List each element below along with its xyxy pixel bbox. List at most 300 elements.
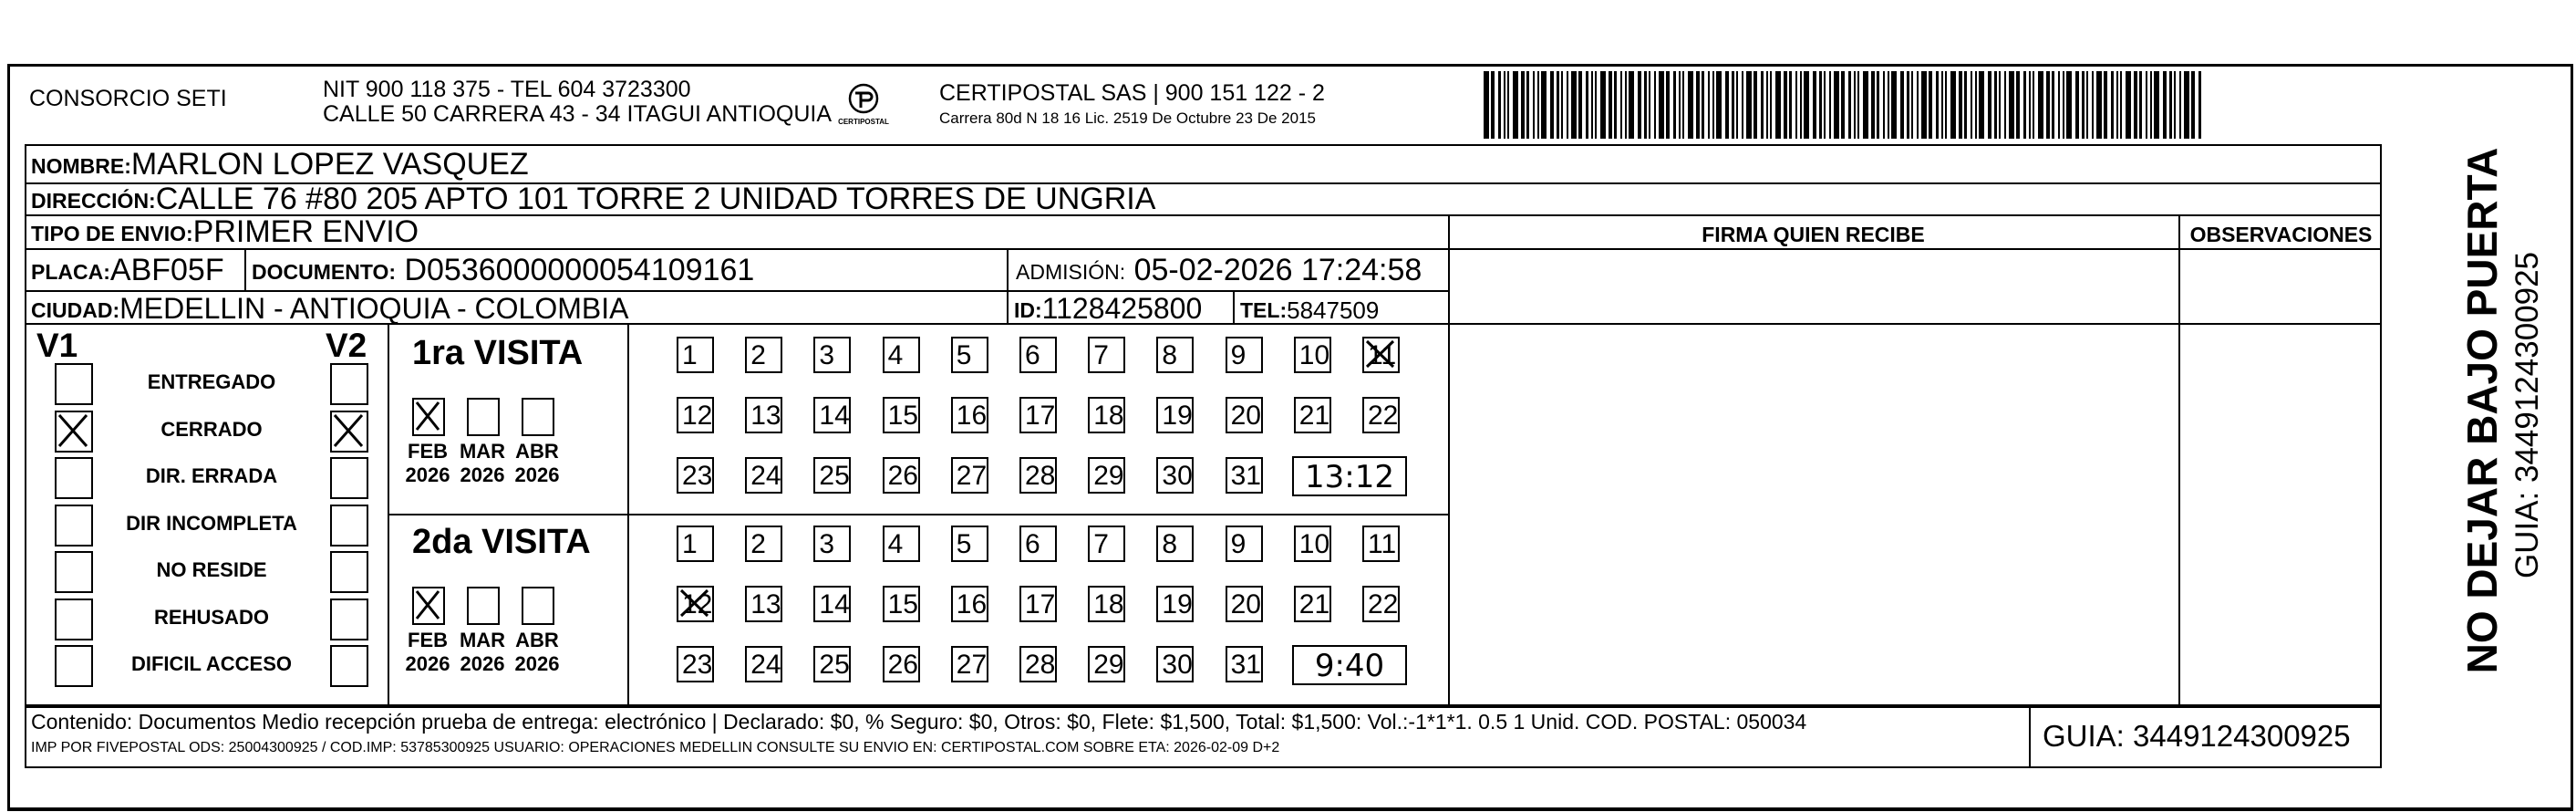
barcode-bar	[1702, 71, 1704, 139]
day-number: 22	[1368, 589, 1399, 619]
v1-checkbox[interactable]	[55, 457, 93, 499]
barcode-bar	[2075, 71, 2079, 139]
v1-checkbox[interactable]	[55, 599, 93, 640]
day-number: 15	[887, 401, 918, 431]
barcode-bar	[1688, 71, 1693, 139]
month-year: 2026	[514, 652, 560, 675]
month-checkbox[interactable]	[522, 587, 554, 625]
barcode-bar	[1644, 71, 1647, 139]
day-box[interactable]	[1156, 457, 1194, 494]
barcode-bar	[2163, 71, 2167, 139]
day-box[interactable]	[1019, 397, 1057, 433]
barcode-bar	[1775, 71, 1781, 139]
barcode-bar	[1871, 71, 1875, 139]
day-box[interactable]	[1362, 337, 1400, 373]
barcode-bar	[2174, 71, 2176, 139]
v2-checkbox[interactable]	[330, 363, 368, 405]
day-box[interactable]	[1156, 397, 1194, 433]
barcode-bar	[2169, 71, 2172, 139]
day-box[interactable]	[745, 586, 782, 622]
day-number: 13	[750, 589, 781, 619]
day-box[interactable]	[883, 646, 920, 682]
barcode-bar	[1550, 71, 1554, 139]
day-box[interactable]	[677, 337, 714, 373]
id-value: 1128425800	[1041, 292, 1203, 325]
day-box[interactable]	[951, 586, 988, 622]
status-label: NO RESIDE	[156, 558, 267, 581]
day-number: 14	[819, 401, 850, 431]
day-box[interactable]	[677, 457, 714, 494]
barcode-bar	[1921, 71, 1927, 139]
barcode-bar	[1716, 71, 1722, 139]
day-number: 4	[887, 529, 904, 559]
day-box[interactable]	[1019, 526, 1057, 562]
visit-time: 9:40	[1292, 645, 1407, 685]
day-number: 27	[956, 650, 988, 680]
barcode-bar	[1638, 71, 1641, 139]
barcode-bar	[1979, 71, 1984, 139]
v2-checkbox[interactable]	[330, 505, 368, 547]
day-number: 12	[682, 401, 713, 431]
day-box[interactable]	[677, 397, 714, 433]
day-box[interactable]	[1088, 397, 1125, 433]
barcode-bar	[1950, 71, 1956, 139]
barcode-bar	[1659, 71, 1664, 139]
day-box[interactable]	[1156, 586, 1194, 622]
barcode-bar	[2179, 71, 2181, 139]
day-number: 30	[1162, 461, 1193, 491]
barcode-bar	[2086, 71, 2088, 139]
license-line: Carrera 80d N 18 16 Lic. 2519 De Octubre 23 De 2015	[939, 109, 1316, 127]
barcode-bar	[2038, 71, 2043, 139]
barcode-bar	[1854, 71, 1856, 139]
day-number: 6	[1025, 340, 1040, 370]
day-box[interactable]	[1019, 586, 1057, 622]
month-checkbox[interactable]	[467, 587, 500, 625]
company-name: CONSORCIO SETI	[29, 86, 227, 111]
day-box[interactable]	[813, 457, 851, 494]
v2-label: V2	[326, 327, 367, 364]
barcode-bar	[2023, 71, 2026, 139]
barcode-bar	[1541, 71, 1547, 139]
day-number: 2	[750, 529, 766, 559]
barcode-bar	[1754, 71, 1757, 139]
admision-value: 05-02-2026 17:24:58	[1133, 253, 1422, 287]
barcode-bar	[1484, 71, 1489, 139]
day-number: 31	[1230, 650, 1261, 680]
barcode-bar	[1789, 71, 1792, 139]
day-number: 26	[887, 461, 918, 491]
day-box[interactable]	[1226, 397, 1263, 433]
day-box[interactable]	[813, 397, 851, 433]
ciudad-row: CIUDAD:MEDELLIN - ANTIOQUIA - COLOMBIA	[31, 292, 629, 325]
day-box[interactable]	[1226, 457, 1263, 494]
day-box[interactable]	[1226, 526, 1263, 562]
day-number: 3	[819, 340, 835, 370]
day-box[interactable]	[745, 337, 782, 373]
barcode-bar	[2066, 71, 2072, 139]
check-x-icon	[414, 588, 443, 623]
day-box[interactable]	[1226, 337, 1263, 373]
barcode-bar	[1834, 71, 1839, 139]
day-number: 29	[1093, 461, 1124, 491]
barcode-bar	[1557, 71, 1559, 139]
documento-row: DOCUMENTO: D0536000000054109161	[252, 253, 755, 287]
status-label: ENTREGADO	[147, 370, 276, 393]
barcode-bar	[1795, 71, 1797, 139]
barcode-bar	[1600, 71, 1606, 139]
barcode-bar	[1888, 71, 1889, 139]
v1-checkbox[interactable]	[55, 505, 93, 547]
barcode-bar	[2063, 71, 2064, 139]
check-x-icon	[678, 588, 712, 620]
barcode-bar	[1742, 71, 1743, 139]
barcode-bar	[2016, 71, 2020, 139]
v1-checkbox[interactable]	[55, 551, 93, 593]
v2-checkbox[interactable]	[330, 551, 368, 593]
day-box[interactable]	[1362, 586, 1400, 622]
barcode-bar	[1824, 71, 1826, 139]
day-number: 17	[1025, 589, 1056, 619]
logo-caption: CERTIPOSTAL	[838, 118, 889, 126]
month-name: ABR	[515, 440, 559, 463]
day-number: 8	[1162, 340, 1178, 370]
day-number: 12	[682, 589, 713, 619]
day-number: 9	[1230, 529, 1247, 559]
day-number: 3	[819, 529, 835, 559]
barcode-bar	[2046, 71, 2050, 139]
day-number: 23	[682, 461, 713, 491]
barcode-bar	[1891, 71, 1897, 139]
barcode-bar	[1883, 71, 1885, 139]
day-box[interactable]	[813, 337, 851, 373]
barcode-bar	[1911, 71, 1913, 139]
v2-checkbox[interactable]	[330, 645, 368, 687]
barcode-bar	[1533, 71, 1535, 139]
day-box[interactable]	[1362, 526, 1400, 562]
day-box[interactable]	[813, 586, 851, 622]
day-number: 5	[956, 340, 972, 370]
barcode-bar	[1900, 71, 1904, 139]
day-box[interactable]	[677, 526, 714, 562]
day-number: 11	[1368, 340, 1397, 370]
tipo-envio-row: TIPO DE ENVIO:PRIMER ENVIO	[31, 214, 419, 249]
month-year: 2026	[405, 652, 450, 675]
barcode-bar	[2154, 71, 2159, 139]
month-year: 2026	[514, 463, 560, 486]
day-box[interactable]	[677, 646, 714, 682]
nombre-value: MARLON LOPEZ VASQUEZ	[130, 147, 529, 182]
nombre-row: NOMBRE:MARLON LOPEZ VASQUEZ	[31, 147, 529, 182]
barcode-bar	[1857, 71, 1859, 139]
barcode-bar	[1725, 71, 1729, 139]
barcode-bar	[1625, 71, 1627, 139]
barcode-bar	[1813, 71, 1816, 139]
day-number: 13	[750, 401, 781, 431]
barcode-bar	[1614, 71, 1617, 139]
address-line: CALLE 50 CARRERA 43 - 34 ITAGUI ANTIOQUIA	[323, 101, 833, 127]
v2-checkbox[interactable]	[330, 599, 368, 640]
barcode-bar	[1829, 71, 1831, 139]
barcode-bar	[1746, 71, 1752, 139]
barcode-bar	[1800, 71, 1802, 139]
barcode-bar	[2104, 71, 2107, 139]
day-box[interactable]	[883, 526, 920, 562]
barcode-bar	[2184, 71, 2189, 139]
barcode-bar	[2082, 71, 2085, 139]
day-box[interactable]	[1226, 586, 1263, 622]
day-box[interactable]	[1088, 337, 1125, 373]
check-x-icon	[332, 412, 367, 451]
barcode-bar	[1507, 71, 1509, 139]
barcode-bar	[1732, 71, 1734, 139]
v1-checkbox[interactable]	[55, 645, 93, 687]
month-name: MAR	[459, 440, 506, 463]
barcode-bar	[1917, 71, 1919, 139]
day-box[interactable]	[813, 646, 851, 682]
barcode-bar	[1567, 71, 1568, 139]
barcode-bar	[1770, 71, 1772, 139]
day-number: 18	[1093, 401, 1124, 431]
placa-row: PLACA:ABF05F	[31, 253, 224, 287]
barcode-bar	[1537, 71, 1539, 139]
day-box[interactable]	[1156, 337, 1194, 373]
month-name: FEB	[408, 440, 448, 463]
visit-title: 1ra VISITA	[412, 334, 584, 372]
day-number: 29	[1093, 650, 1124, 680]
barcode-bar	[1561, 71, 1563, 139]
day-number: 17	[1025, 401, 1056, 431]
barcode-bar	[2033, 71, 2034, 139]
month-checkbox[interactable]	[467, 398, 500, 436]
day-number: 21	[1298, 589, 1330, 619]
day-number: 5	[956, 529, 972, 559]
day-box[interactable]	[1156, 526, 1194, 562]
month-name: FEB	[408, 629, 448, 651]
day-number: 2	[750, 340, 766, 370]
barcode-bar	[1629, 71, 1634, 139]
day-number: 1	[682, 529, 698, 559]
barcode-bar	[1696, 71, 1700, 139]
day-number: 10	[1298, 529, 1330, 559]
day-box[interactable]	[1019, 457, 1057, 494]
barcode-bar	[1491, 71, 1495, 139]
barcode-bar	[1784, 71, 1787, 139]
barcode-bar	[1736, 71, 1738, 139]
day-box[interactable]	[1088, 646, 1125, 682]
day-number: 25	[819, 461, 850, 491]
day-box[interactable]	[677, 586, 714, 622]
day-box[interactable]	[883, 586, 920, 622]
no-dejar-bajo-puerta: NO DEJAR BAJO PUERTA	[2458, 147, 2506, 674]
id-row: ID:1128425800	[1014, 292, 1203, 325]
v2-checkbox[interactable]	[330, 457, 368, 499]
barcode-bar	[1929, 71, 1932, 139]
day-box[interactable]	[951, 337, 988, 373]
direccion-row: DIRECCIÓN:CALLE 76 #80 205 APTO 101 TORRE 2 UNIDAD TORRES DE UNGRIA	[31, 182, 1156, 216]
day-box[interactable]	[1294, 526, 1331, 562]
day-box[interactable]	[1226, 646, 1263, 682]
lower-region	[25, 325, 2382, 706]
barcode-bar	[1679, 71, 1681, 139]
day-box[interactable]	[1294, 397, 1331, 433]
barcode-bar	[1578, 71, 1582, 139]
barcode-bar	[2134, 71, 2137, 139]
day-number: 9	[1230, 340, 1247, 370]
barcode-bar	[1945, 71, 1947, 139]
day-box[interactable]	[1294, 337, 1331, 373]
barcode	[1484, 71, 2209, 139]
ciudad-value: MEDELLIN - ANTIOQUIA - COLOMBIA	[119, 292, 629, 325]
day-number: 15	[887, 589, 918, 619]
certipostal-line: CERTIPOSTAL SAS | 900 151 122 - 2	[939, 80, 1325, 106]
day-number: 27	[956, 461, 988, 491]
day-number: 28	[1025, 650, 1056, 680]
day-box[interactable]	[1088, 457, 1125, 494]
tipo-envio-value: PRIMER ENVIO	[192, 214, 419, 249]
barcode-bar	[1999, 71, 2001, 139]
day-box[interactable]	[1156, 646, 1194, 682]
month-year: 2026	[460, 463, 505, 486]
documento-value: D0536000000054109161	[404, 253, 755, 287]
check-x-icon	[414, 400, 443, 434]
footer-contenido: Contenido: Documentos Medio recepción prueba de entrega: electrónico | Declarado: $0, % Seguro: $0, Otros: $0, Flete: $1,500, Total: $1,500: Vol.:-1*1*1. 0.5 1 Unid. COD. POSTAL: 050034	[31, 710, 1807, 734]
barcode-bar	[2052, 71, 2054, 139]
nit-line: NIT 900 118 375 - TEL 604 3723300	[323, 77, 691, 102]
day-box[interactable]	[1019, 646, 1057, 682]
barcode-bar	[2146, 71, 2147, 139]
barcode-bar	[1586, 71, 1588, 139]
day-box[interactable]	[813, 526, 851, 562]
barcode-bar	[1513, 71, 1518, 139]
visit-time: 13:12	[1292, 456, 1407, 496]
check-x-icon	[57, 412, 91, 451]
direccion-value: CALLE 76 #80 205 APTO 101 TORRE 2 UNIDAD TORRES DE UNGRIA	[155, 182, 1156, 216]
day-box[interactable]	[951, 457, 988, 494]
month-year: 2026	[405, 463, 450, 486]
day-box[interactable]	[951, 397, 988, 433]
footer-guia: GUIA: 3449124300925	[2043, 719, 2351, 753]
status-label: DIFICIL ACCESO	[130, 652, 292, 675]
barcode-bar	[2111, 71, 2114, 139]
day-box[interactable]	[883, 337, 920, 373]
barcode-bar	[1521, 71, 1525, 139]
barcode-bar	[1819, 71, 1822, 139]
barcode-bar	[2116, 71, 2118, 139]
day-box[interactable]	[883, 457, 920, 494]
month-checkbox[interactable]	[522, 398, 554, 436]
check-x-icon	[1364, 338, 1398, 371]
day-number: 6	[1025, 529, 1040, 559]
side-guia: GUIA: 3449124300925	[2509, 251, 2545, 579]
day-number: 11	[1368, 529, 1397, 559]
day-box[interactable]	[951, 646, 988, 682]
day-number: 14	[819, 589, 850, 619]
barcode-bar	[1766, 71, 1768, 139]
day-box[interactable]	[1088, 586, 1125, 622]
barcode-bar	[2004, 71, 2006, 139]
v1-checkbox[interactable]	[55, 363, 93, 405]
barcode-bar	[2198, 71, 2201, 139]
day-box[interactable]	[745, 526, 782, 562]
barcode-bar	[1712, 71, 1714, 139]
tel-value: 5847509	[1287, 297, 1380, 324]
barcode-bar	[1988, 71, 1991, 139]
day-number: 7	[1093, 529, 1109, 559]
day-box[interactable]	[1294, 586, 1331, 622]
observaciones-label: OBSERVACIONES	[2189, 223, 2373, 246]
day-box[interactable]	[1019, 337, 1057, 373]
admision-row: ADMISIÓN: 05-02-2026 17:24:58	[1016, 253, 1422, 287]
day-box[interactable]	[745, 646, 782, 682]
day-number: 1	[682, 340, 698, 370]
day-number: 8	[1162, 529, 1178, 559]
month-year: 2026	[460, 652, 505, 675]
status-label: DIR. ERRADA	[145, 464, 278, 487]
v1-checkbox[interactable]	[55, 411, 93, 453]
barcode-bar	[1654, 71, 1656, 139]
barcode-bar	[1526, 71, 1529, 139]
day-box[interactable]	[745, 397, 782, 433]
month-checkbox[interactable]	[412, 398, 445, 436]
day-number: 26	[887, 650, 918, 680]
barcode-bar	[2009, 71, 2014, 139]
status-label: CERRADO	[160, 417, 263, 441]
day-box[interactable]	[951, 526, 988, 562]
barcode-bar	[2120, 71, 2122, 139]
certipostal-logo	[837, 80, 890, 130]
barcode-bar	[1959, 71, 1962, 139]
barcode-bar	[2092, 71, 2094, 139]
month-name: MAR	[459, 629, 506, 651]
month-checkbox[interactable]	[412, 587, 445, 625]
day-number: 24	[750, 461, 781, 491]
barcode-bar	[1964, 71, 1967, 139]
day-number: 10	[1298, 340, 1330, 370]
barcode-bar	[1841, 71, 1845, 139]
barcode-bar	[1591, 71, 1593, 139]
barcode-bar	[2029, 71, 2031, 139]
barcode-bar	[1848, 71, 1851, 139]
barcode-bar	[1595, 71, 1597, 139]
barcode-bar	[2096, 71, 2102, 139]
barcode-bar	[2058, 71, 2060, 139]
barcode-bar	[2150, 71, 2152, 139]
barcode-bar	[1620, 71, 1622, 139]
day-box[interactable]	[745, 457, 782, 494]
barcode-bar	[1804, 71, 1809, 139]
day-number: 16	[956, 589, 988, 619]
day-box[interactable]	[883, 397, 920, 433]
day-box[interactable]	[1362, 397, 1400, 433]
barcode-bar	[1673, 71, 1676, 139]
day-box[interactable]	[1088, 526, 1125, 562]
barcode-bar	[1941, 71, 1943, 139]
barcode-bar	[1504, 71, 1505, 139]
visit-title: 2da VISITA	[412, 523, 591, 561]
barcode-bar	[1666, 71, 1670, 139]
barcode-bar	[1936, 71, 1939, 139]
day-number: 22	[1368, 401, 1399, 431]
day-number: 16	[956, 401, 988, 431]
day-number: 4	[887, 340, 904, 370]
barcode-bar	[1971, 71, 1972, 139]
barcode-bar	[1609, 71, 1612, 139]
placa-value: ABF05F	[109, 253, 224, 287]
v2-checkbox[interactable]	[330, 411, 368, 453]
barcode-bar	[1994, 71, 1997, 139]
day-number: 20	[1230, 589, 1261, 619]
